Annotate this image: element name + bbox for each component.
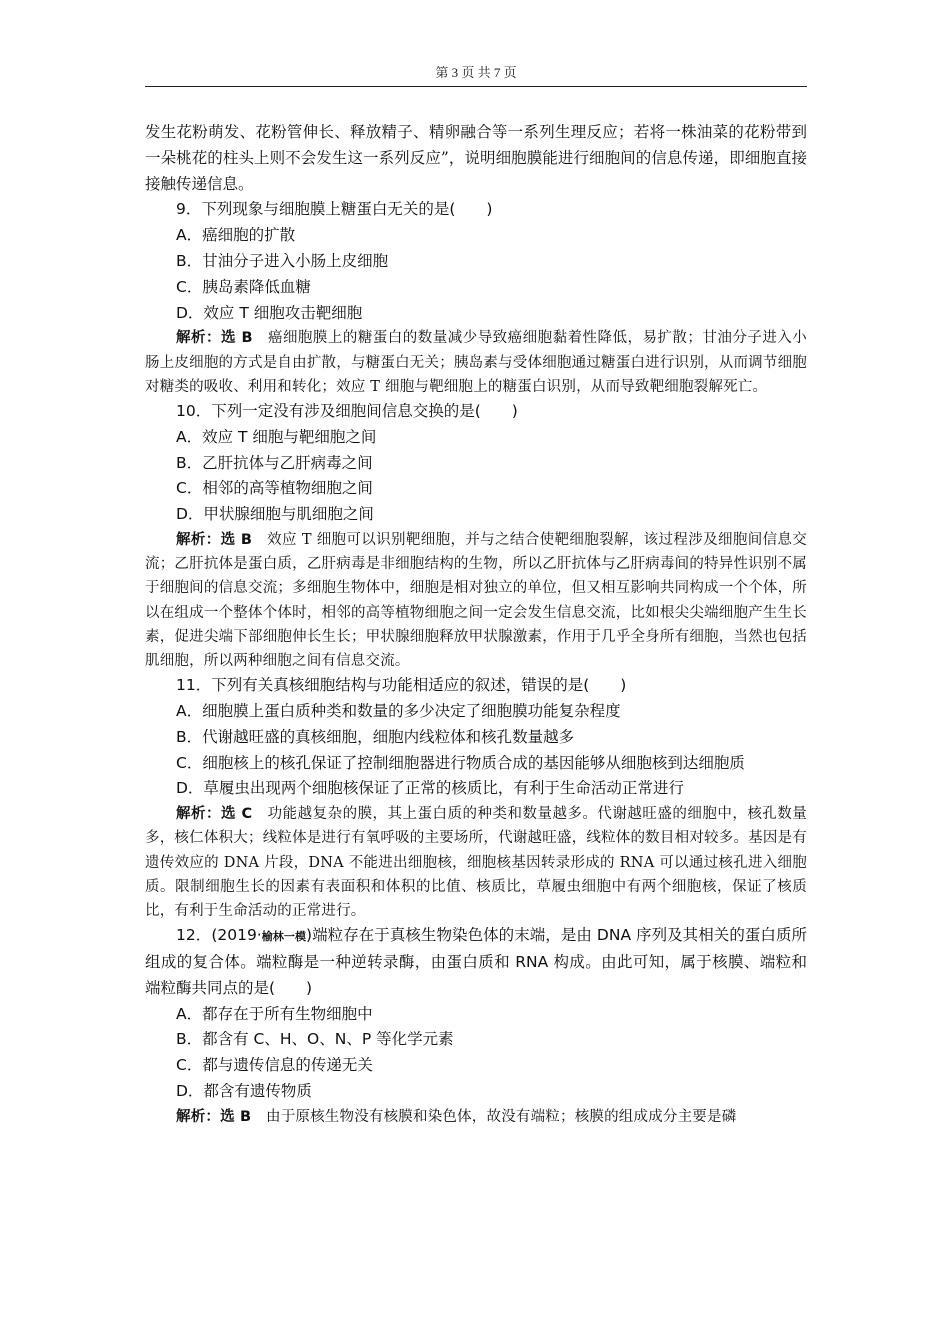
option-a: A．都存在于所有生物细胞中 [176, 1004, 373, 1023]
stem-prefix: 12．(2019· [176, 926, 262, 945]
question-11 [145, 673, 807, 923]
option-d: D．草履虫出现两个细胞核保证了正常的核质比，有利于生命活动正常进行 [176, 779, 684, 798]
option-c: C．相邻的高等植物细胞之间 [176, 479, 373, 498]
analysis-paragraph [145, 802, 807, 923]
question-stem: 10．下列一定没有涉及细胞间信息交换的是( ) [176, 401, 518, 420]
question-stem: 11．下列有关真核细胞结构与功能相适应的叙述，错误的是( ) [176, 676, 627, 695]
option-c: C．细胞核上的核孔保证了控制细胞器进行物质合成的基因能够从细胞核到达细胞质 [176, 753, 745, 772]
question-10 [145, 399, 807, 673]
analysis-paragraph [145, 1105, 807, 1129]
document-body [145, 120, 807, 1129]
option-b: B．甘油分子进入小肠上皮细胞 [176, 251, 389, 270]
analysis-lead: 解析：选 C [176, 806, 253, 823]
option-a: A．癌细胞的扩散 [176, 226, 296, 245]
question-stem: 9．下列现象与细胞膜上糖蛋白无关的是( ) [176, 200, 493, 219]
analysis-body: 功能越复杂的膜，其上蛋白质的种类和数量越多。代谢越旺盛的细胞中，核孔数量多，核仁体积大；线粒体是进行有氧呼吸的主要场所，代谢越旺盛，线粒体的数目相对较多。基因是有遗传效应的 DNA 片段，DNA 不能进出细胞核，细胞核基因转录形成的 RNA 可以通过核孔进入细胞质。限制细胞生长的因素有表面积和体积的比值、核质比，草履虫细胞中有两个细胞核，保证了核质比，有利于生命活动的正常进行。 [145, 806, 807, 919]
analysis-lead: 解析：选 B [176, 1108, 252, 1125]
header-divider [145, 86, 807, 87]
option-d: D．甲状腺细胞与肌细胞之间 [176, 505, 374, 524]
option-c: C．都与遗传信息的传递无关 [176, 1056, 373, 1075]
analysis-lead: 解析：选 B [176, 330, 253, 347]
analysis-body: 癌细胞膜上的糖蛋白的数量减少导致癌细胞黏着性降低，易扩散；甘油分子进入小肠上皮细胞的方式是自由扩散，与糖蛋白无关；胰岛素与受体细胞通过糖蛋白进行识别，从而调节细胞对糖类的吸收、利用和转化；效应 T 细胞与靶细胞上的糖蛋白识别，从而导致靶细胞裂解死亡。 [145, 330, 807, 395]
analysis-body: 由于原核生物没有核膜和染色体，故没有端粒；核膜的组成成分主要是磷 [251, 1108, 737, 1125]
question-12 [145, 923, 807, 1129]
option-a: A．细胞膜上蛋白质种类和数量的多少决定了细胞膜功能复杂程度 [176, 701, 621, 720]
option-c: C．胰岛素降低血糖 [176, 277, 311, 296]
option-a: A．效应 T 细胞与靶细胞之间 [176, 427, 377, 446]
page-header: 第 3 页 共 7 页 [435, 65, 517, 80]
option-d: D．效应 T 细胞攻击靶细胞 [176, 303, 363, 322]
exam-source: 榆林一模 [261, 930, 306, 944]
stem-rest: )端粒存在于真核生物染色体的末端，是由 DNA 序列及其相关的蛋白质所组成的复合体。端粒酶是一种逆转录酶，由蛋白质和 RNA 构成。由此可知，属于核膜、端粒和端粒酶共同点的是( ) [145, 926, 808, 997]
analysis-paragraph [145, 528, 807, 673]
question-stem [145, 923, 807, 1001]
option-b: B．乙肝抗体与乙肝病毒之间 [176, 453, 373, 472]
analysis-body: 效应 T 细胞可以识别靶细胞，并与之结合使靶细胞裂解，该过程涉及细胞间信息交流；乙肝抗体是蛋白质，乙肝病毒是非细胞结构的生物，所以乙肝抗体与乙肝病毒间的特异性识别不属于细胞间的信息交流；多细胞生物体中，细胞是相对独立的单位，但又相互影响共同构成一个个体，所以在组成一个整体个体时，相邻的高等植物细胞之间一定会发生信息交流，比如根尖尖端细胞产生生长素，促进尖端下部细胞伸长生长；甲状腺细胞释放甲状腺激素，作用于几乎全身所有细胞，当然也包括肌细胞，所以两种细胞之间有信息交流。 [145, 531, 807, 669]
analysis-lead: 解析：选 B [176, 531, 253, 548]
option-b: B．代谢越旺盛的真核细胞，细胞内线粒体和核孔数量越多 [176, 727, 575, 746]
analysis-paragraph [145, 326, 807, 399]
intro-paragraph: 发生花粉萌发、花粉管伸长、释放精子、精卵融合等一系列生理反应；若将一株油菜的花粉带到一朵桃花的柱头上则不会发生这一系列反应”，说明细胞膜能进行细胞间的信息传递，即细胞直接接触传递信息。 [145, 123, 807, 193]
option-b: B．都含有 C、H、O、N、P 等化学元素 [176, 1030, 454, 1049]
question-9 [145, 197, 807, 399]
option-d: D．都含有遗传物质 [176, 1081, 312, 1100]
